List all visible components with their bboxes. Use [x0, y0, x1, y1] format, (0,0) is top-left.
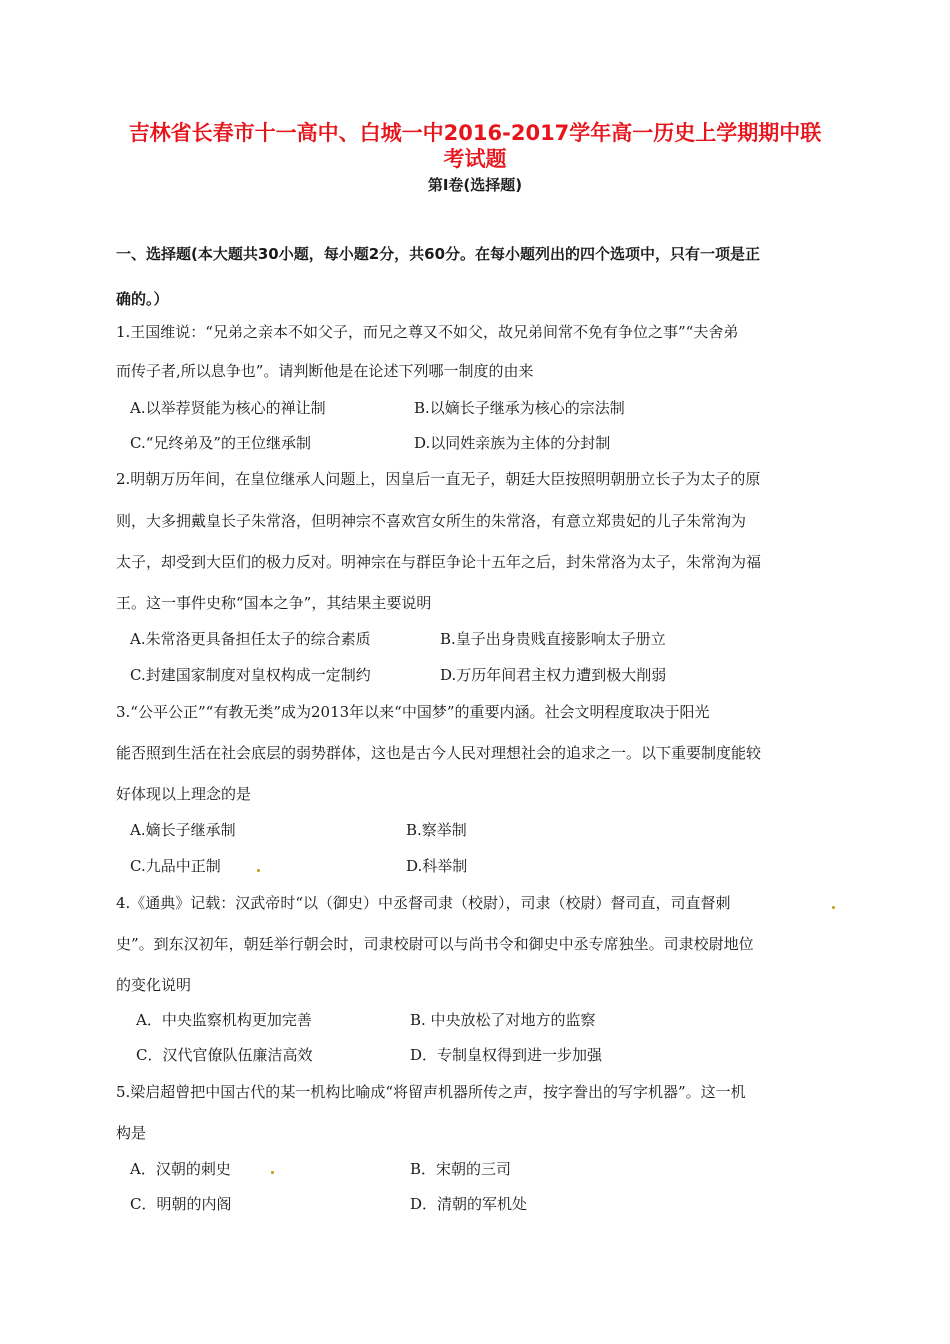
- question-4-line-2: 史”。到东汉初年，朝廷举行朝会时，司隶校尉可以与尚书令和御史中丞专席独坐。司隶校尉地位: [116, 935, 754, 953]
- question-1-line-1: 1.王国维说：“兄弟之亲本不如父子，而兄之尊又不如父，故兄弟间常不免有争位之事”“夫舍弟: [116, 323, 739, 341]
- question-5-option-b: B．宋朝的三司: [410, 1160, 512, 1178]
- question-1-option-d: D.以同姓亲族为主体的分封制: [414, 434, 611, 452]
- question-4-option-b: B. 中央放松了对地方的监察: [410, 1011, 596, 1029]
- question-1-option-c: C.“兄终弟及”的王位继承制: [130, 434, 312, 452]
- question-5-option-c: C．明朝的内阁: [130, 1195, 232, 1213]
- question-3-option-c: C.九品中正制: [130, 857, 221, 875]
- question-2-line-3: 太子，却受到大臣们的极力反对。明神宗在与群臣争论十五年之后，封朱常洛为太子，朱常洵为福: [116, 553, 762, 571]
- question-2-option-c: C.封建国家制度对皇权构成一定制约: [130, 666, 371, 684]
- question-4-option-d: D．专制皇权得到进一步加强: [410, 1046, 603, 1064]
- question-1-option-a: A.以举荐贤能为核心的禅让制: [130, 399, 326, 417]
- question-2-option-a: A.朱常洛更具备担任太子的综合素质: [130, 630, 371, 648]
- question-2-line-4: 王。这一事件史称“国本之争”，其结果主要说明: [116, 594, 432, 612]
- section-heading-line-1: 一、选择题(本大题共30小题，每小题2分，共60分。在每小题列出的四个选项中，只有一项是正: [116, 245, 761, 263]
- question-2-line-2: 则，大多拥戴皇长子朱常洛，但明神宗不喜欢宫女所生的朱常洛，有意立郑贵妃的儿子朱常洵为: [116, 512, 747, 530]
- question-2-option-b: B.皇子出身贵贱直接影响太子册立: [440, 630, 666, 648]
- question-3-option-b: B.察举制: [406, 821, 467, 839]
- scan-dot-mark: [271, 1171, 274, 1174]
- question-1-option-b: B.以嫡长子继承为核心的宗法制: [414, 399, 625, 417]
- question-2-option-d: D.万历年间君主权力遭到极大削弱: [440, 666, 667, 684]
- exam-title-line-1: 吉林省长春市十一高中、白城一中2016-2017学年高一历史上学期期中联: [128, 121, 822, 145]
- question-2-line-1: 2.明朝万历年间，在皇位继承人问题上，因皇后一直无子，朝廷大臣按照明朝册立长子为太子的原: [116, 470, 761, 488]
- question-3-line-1: 3.“公平公正”“有教无类”成为2013年以来“中国梦”的重要内涵。社会文明程度取决于阳光: [116, 703, 710, 721]
- question-4-line-3: 的变化说明: [116, 976, 192, 994]
- question-4-option-c: C．汉代官僚队伍廉洁高效: [136, 1046, 313, 1064]
- question-3-option-d: D.科举制: [406, 857, 468, 875]
- question-5-option-d: D．清朝的军机处: [410, 1195, 528, 1213]
- question-1-line-2: 而传子者,所以息争也”。请判断他是在论述下列哪一制度的由来: [116, 362, 534, 380]
- question-3-line-2: 能否照到生活在社会底层的弱势群体，这也是古今人民对理想社会的追求之一。以下重要制度能较: [116, 744, 762, 762]
- question-3-option-a: A.嫡长子继承制: [130, 821, 236, 839]
- question-3-line-3: 好体现以上理念的是: [116, 785, 252, 803]
- question-5-option-a: A．汉朝的刺史: [130, 1160, 231, 1178]
- scan-dot-mark: [257, 869, 260, 872]
- question-5-line-1: 5.梁启超曾把中国古代的某一机构比喻成“将留声机器所传之声，按字誊出的写字机器”。这一机: [116, 1083, 746, 1101]
- question-4-line-1: 4.《通典》记载：汉武帝时“以（御史）中丞督司隶（校尉），司隶（校尉）督司直，司直督刺: [116, 894, 731, 912]
- scan-dot-mark: [832, 906, 835, 909]
- exam-subtitle: 第Ⅰ卷(选择题): [427, 176, 523, 194]
- exam-title-line-2: 考试题: [443, 147, 507, 171]
- question-4-option-a: A．中央监察机构更加完善: [136, 1011, 312, 1029]
- question-5-line-2: 构是: [116, 1124, 147, 1142]
- section-heading-line-2: 确的。）: [116, 290, 169, 308]
